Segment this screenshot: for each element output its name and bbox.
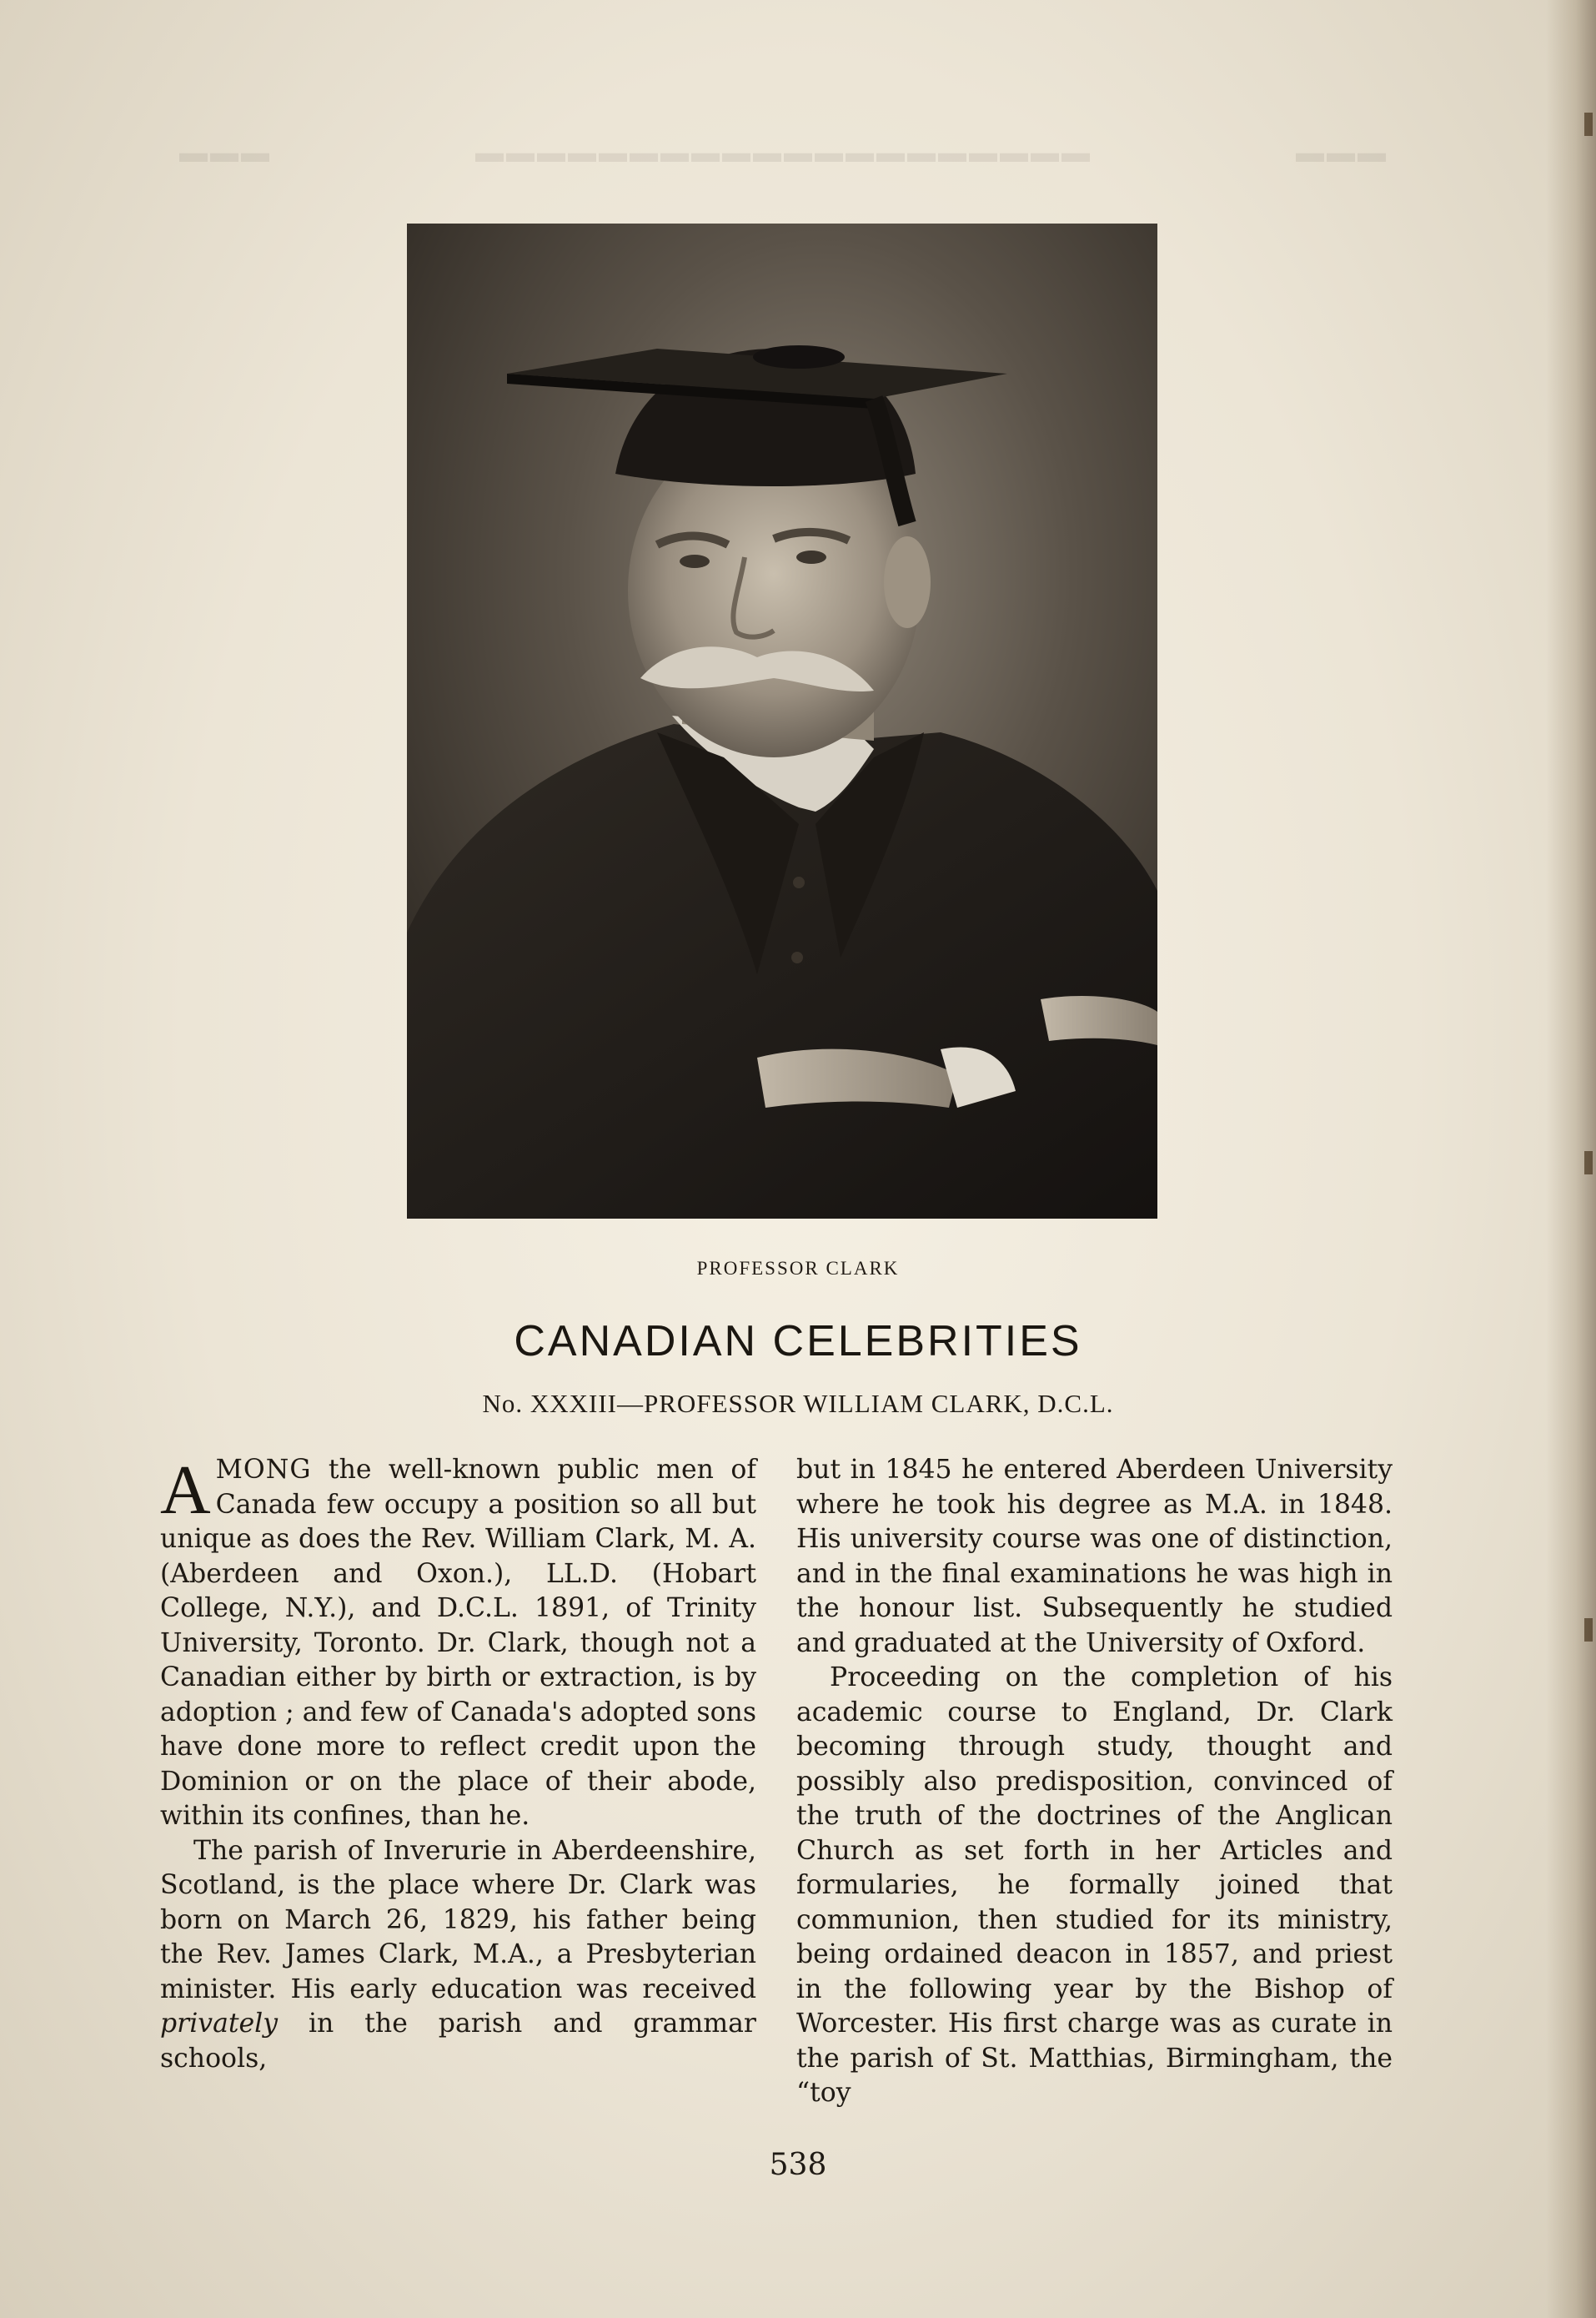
page-edge-mark bbox=[1584, 113, 1593, 136]
page-number: 538 bbox=[769, 2148, 827, 2182]
bleed-through-header: ▬▬▬ ▬▬▬▬▬▬▬▬▬▬▬▬▬▬▬▬▬▬▬▬ ▬▬▬ bbox=[179, 138, 1388, 168]
paragraph-2-text-a: The parish of Inverurie in Aberdeenshire, Scotland, is the place where Dr. Clark was born on March 26, 1829, his father being the Rev. James Clark, M.A., a Presbyterian minister. His early education was received bbox=[160, 1835, 756, 2004]
page-edge-mark bbox=[1584, 1618, 1593, 1642]
article-title: CANADIAN CELEBRITIES bbox=[514, 1317, 1082, 1365]
paragraph-1 bbox=[160, 1453, 756, 1834]
italic-word: privately bbox=[160, 2009, 279, 2039]
photo-caption: PROFESSOR CLARK bbox=[696, 1258, 900, 1279]
portrait-photo bbox=[407, 224, 1157, 1219]
paragraph-2-text-b: in the parish and grammar schools, bbox=[160, 2009, 756, 2074]
paragraph-4: Proceeding on the completion of his academic course to England, Dr. Clark becoming through study, thought and possibly also predisposition, convinced of the truth of the doctrines of the Anglican Church as set forth in her Articles and formularies, he formally joined that communion, then studied for its ministry, being ordained deacon in 1857, and priest in the following year by the Bishop of Worcester. His first charge was as curate in the parish of St. Matthias, Birmingham, the “toy bbox=[796, 1662, 1393, 2108]
paragraph-1-text: the well-known public men of Canada few occupy a position so all but unique as does the Rev. William Clark, M. A. (Aberdeen and Oxon.), LL.D. (Hobart College, N.Y.), and D.C.L. 1891, of Trinity University, Toronto. Dr. Clark, though not a Canadian either by birth or extraction, is by adoption ; and few of Canada's adopted sons have done more to reflect credit upon the Dominion or on the place of their abode, within its confines, than he. bbox=[160, 1455, 756, 1831]
drop-cap: A bbox=[160, 1451, 211, 1529]
paragraph-2 bbox=[160, 1834, 756, 2077]
left-column bbox=[160, 1453, 756, 2076]
opening-word: MONG bbox=[215, 1455, 312, 1485]
article-subtitle: No. XXXIII—PROFESSOR WILLIAM CLARK, D.C.L. bbox=[482, 1389, 1114, 1418]
right-column bbox=[796, 1453, 1393, 2111]
page-edge-mark bbox=[1584, 1151, 1593, 1174]
paragraph-3: but in 1845 he entered Aberdeen University where he took his degree as M.A. in 1848. His university course was one of distinction, and in the final examinations he was high in the honour list. Subsequently he studied and graduated at the University of Oxford. bbox=[796, 1455, 1393, 1658]
